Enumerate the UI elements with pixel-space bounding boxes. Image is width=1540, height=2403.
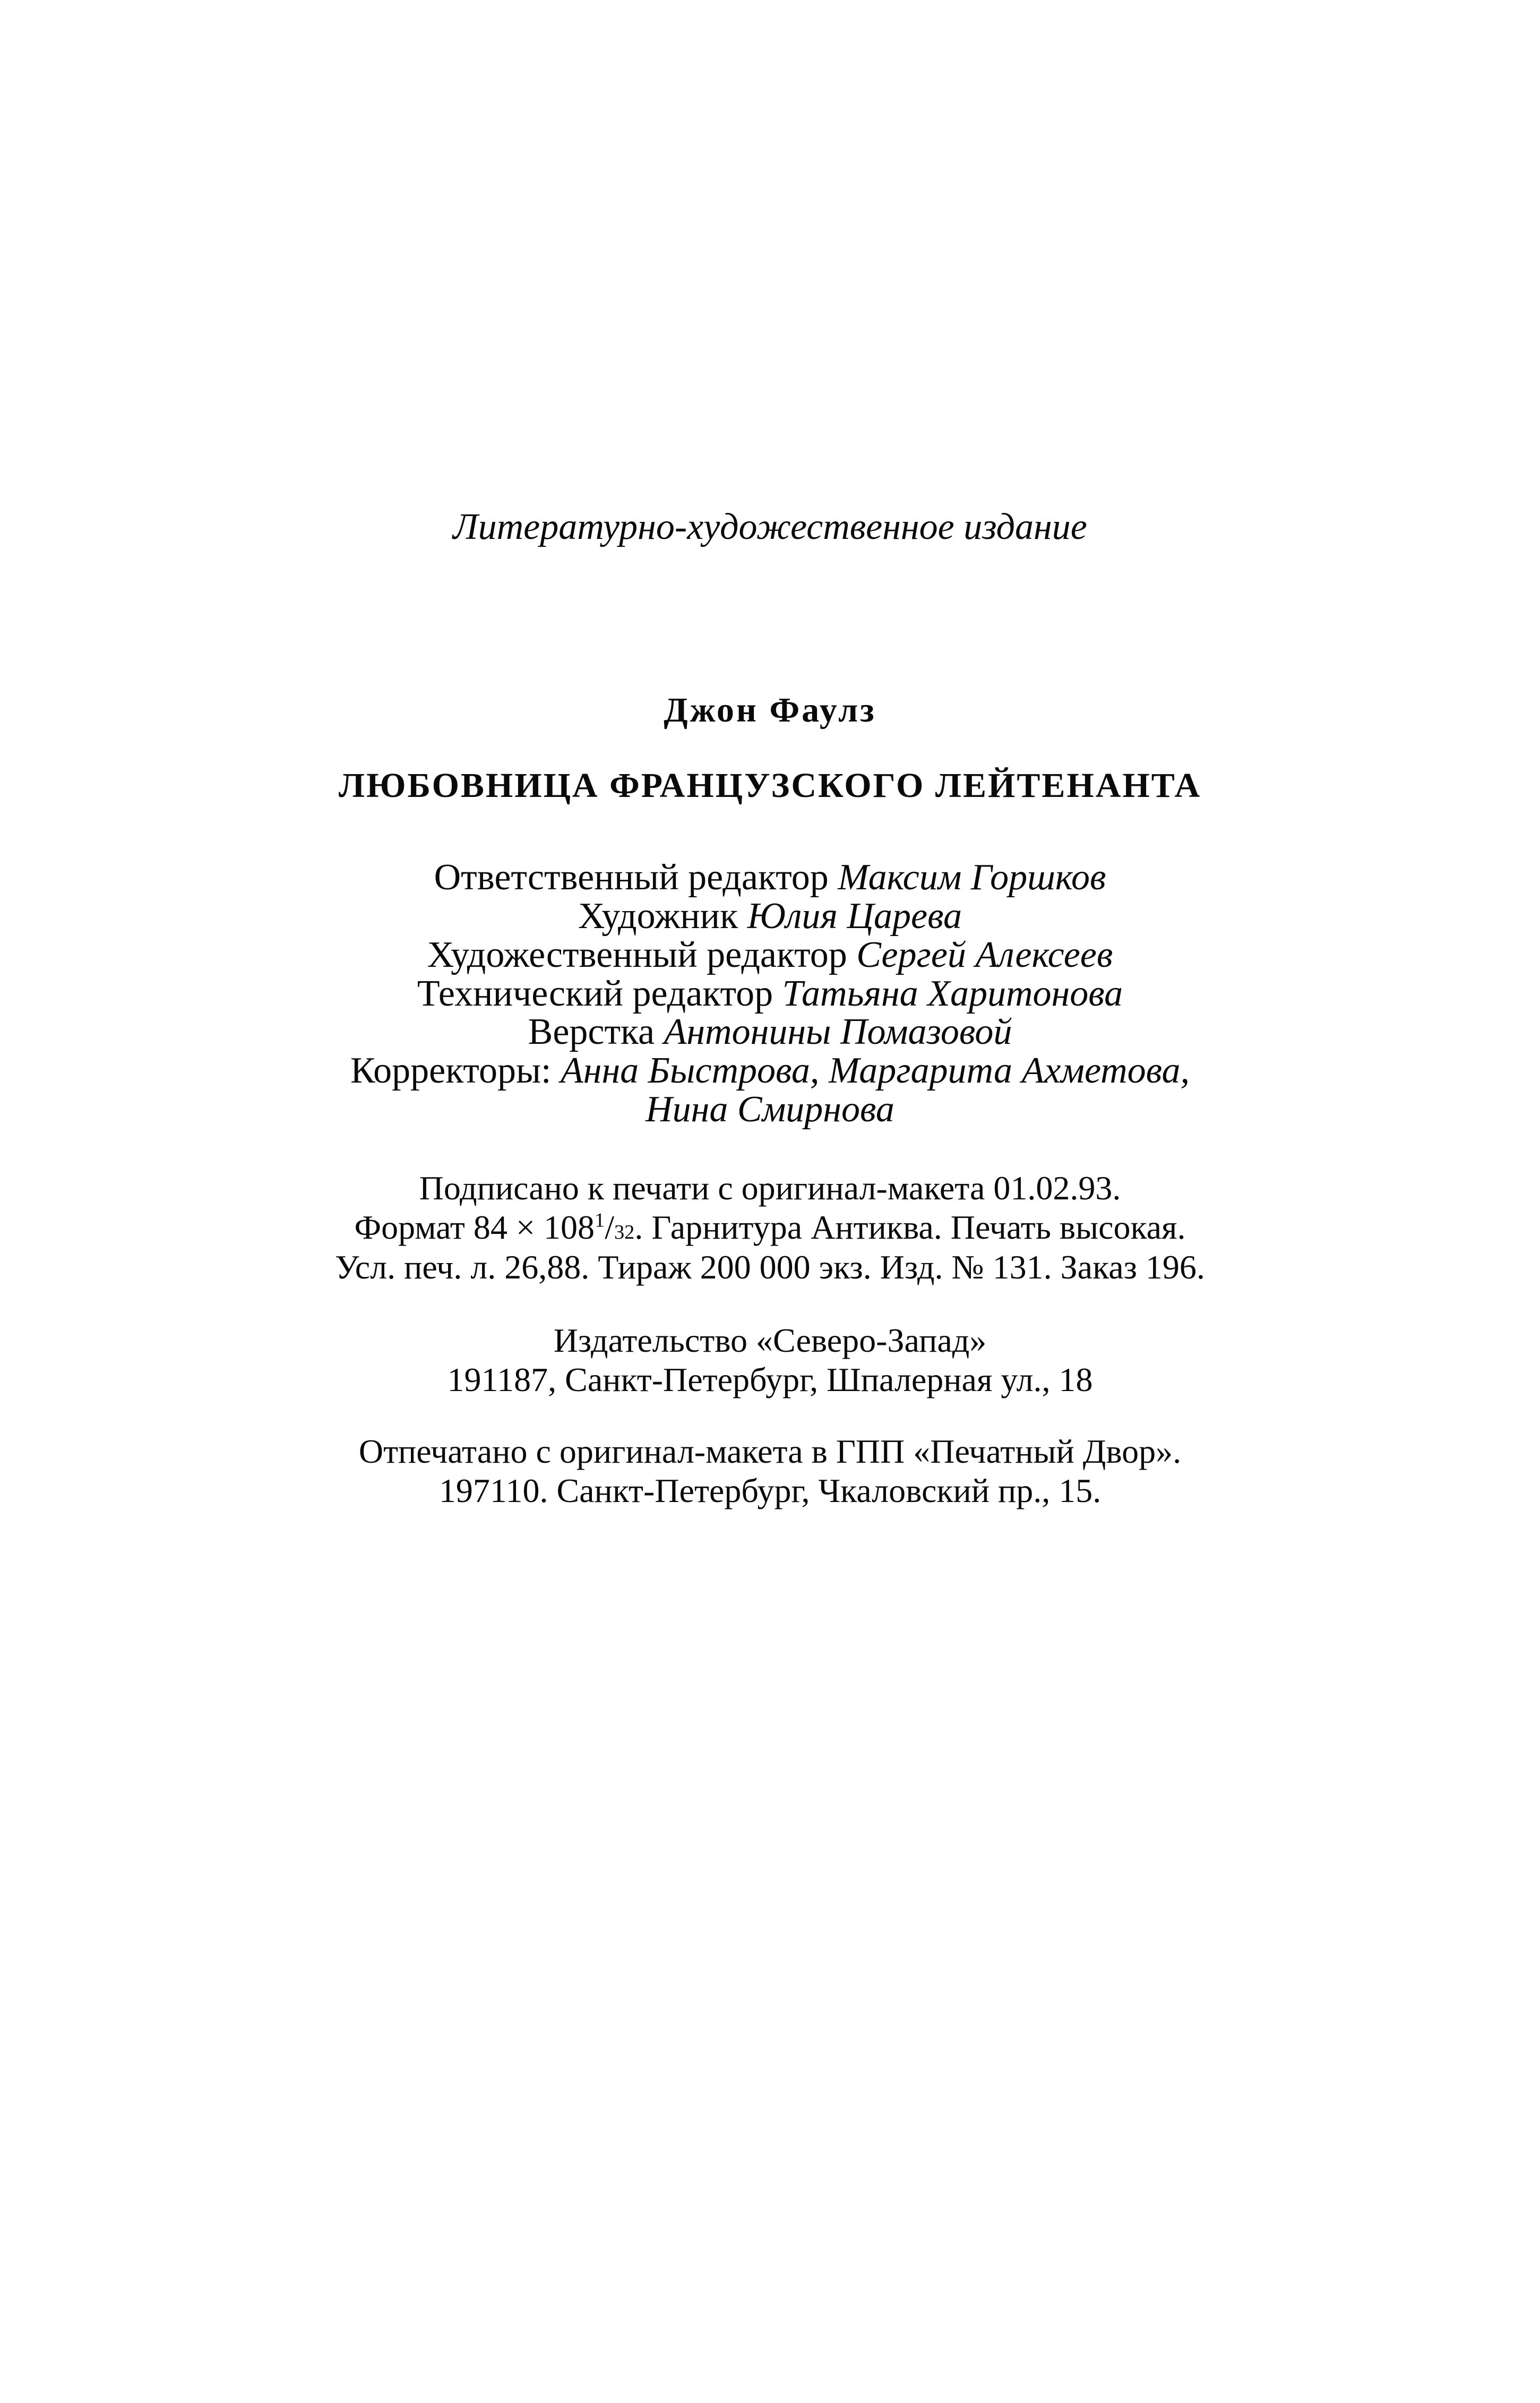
print-stats: Усл. печ. л. 26,88. Тираж 200 000 экз. Изд. № 131. Заказ 196. [335, 1248, 1205, 1286]
format-slash: / [605, 1208, 614, 1246]
format-sub: 32 [614, 1221, 635, 1243]
edition-type: Литературно-художественное издание [453, 507, 1087, 547]
printer-name: Отпечатано с оригинал-макета в ГПП «Печатный Двор». [358, 1432, 1182, 1470]
credit-line [0, 934, 1540, 975]
publisher-name: Издательство «Северо-Запад» [553, 1321, 987, 1359]
credit-line [0, 1011, 1540, 1052]
signed-to-print: Подписано к печати с оригинал-макета 01.02.93. [419, 1169, 1121, 1207]
credit-line [0, 859, 1540, 896]
credit-person: Юлия Царева [747, 896, 962, 937]
format-suffix: . Гарнитура Антиква. Печать высокая. [634, 1208, 1186, 1246]
credit-person: Нина Смирнова [646, 1089, 894, 1130]
format-prefix: Формат 84 × 108 [354, 1208, 595, 1246]
credit-role: Художник [578, 896, 738, 937]
publisher-address: 191187, Санкт-Петербург, Шпалерная ул., 18 [447, 1361, 1093, 1398]
credit-person: Татьяна Харитонова [782, 973, 1123, 1014]
credit-person: Максим Горшков [838, 857, 1106, 898]
credit-line [0, 1052, 1540, 1089]
book-title: ЛЮБОВНИЦА ФРАНЦУЗСКОГО ЛЕЙТЕНАНТА [338, 766, 1202, 805]
credit-role: Технический редактор [417, 973, 773, 1014]
printer-address: 197110. Санкт-Петербург, Чкаловский пр., 15. [438, 1472, 1102, 1509]
author-name: Джон Фаулз [664, 691, 876, 730]
credit-role: Ответственный редактор [434, 857, 829, 898]
credit-line [0, 975, 1540, 1012]
credit-person: Анна Быстрова, Маргарита Ахметова, [560, 1050, 1190, 1091]
credit-person: Антонины Помазовой [664, 1011, 1012, 1052]
credit-line [0, 1091, 1540, 1128]
credit-person: Сергей Алексеев [856, 934, 1113, 975]
format-line [0, 1208, 1540, 1246]
credit-role: Корректоры: [350, 1050, 552, 1091]
format-sup: 1 [594, 1209, 605, 1232]
credit-line [0, 898, 1540, 935]
credit-role: Верстка [528, 1011, 655, 1052]
credit-role: Художественный редактор [427, 934, 847, 975]
